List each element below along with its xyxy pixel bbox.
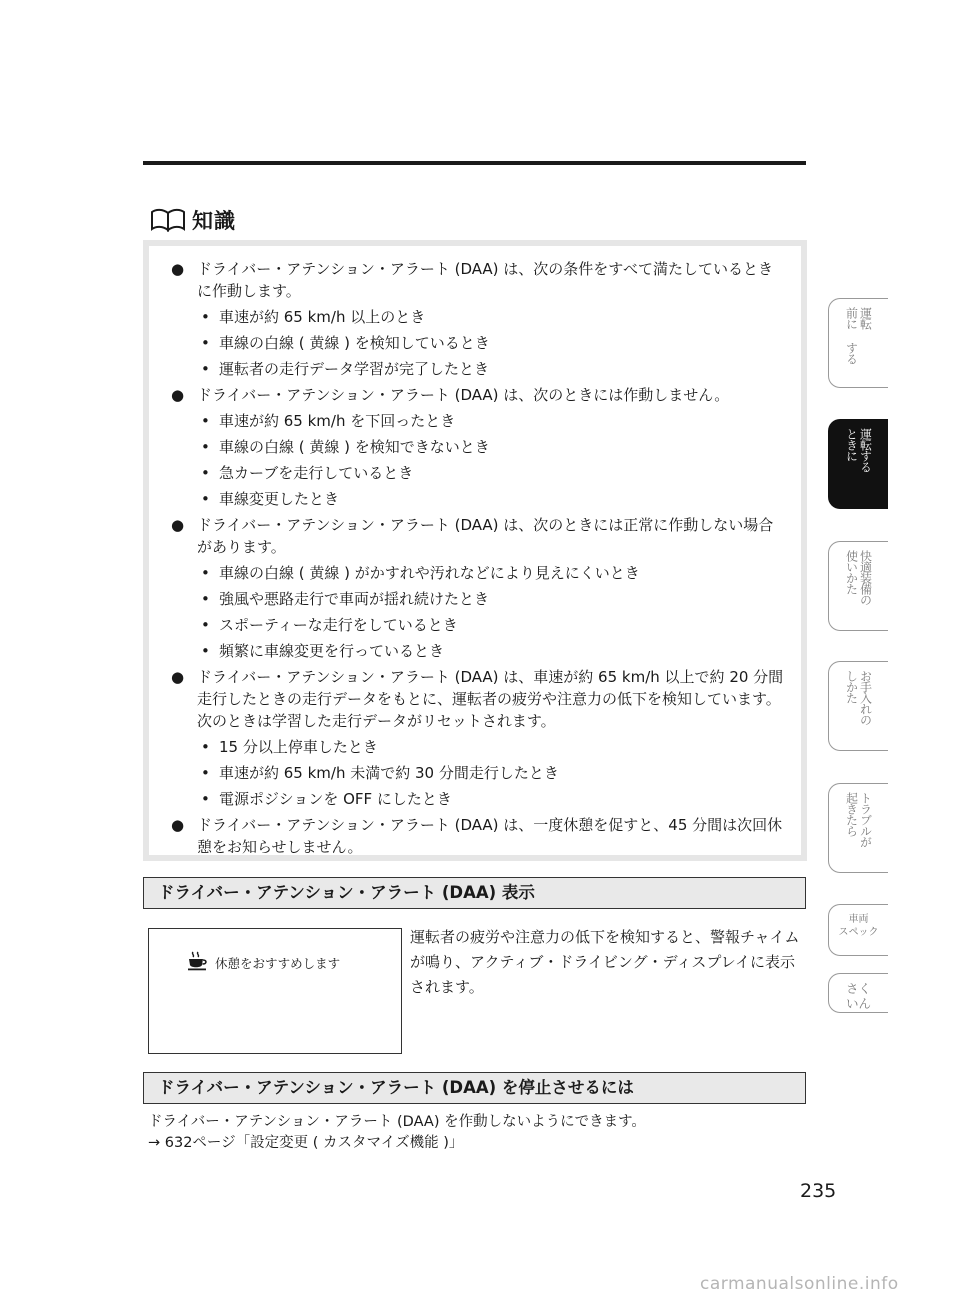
knowledge-subitem-text: 車速が約 65 km/h 未満で約 30 分間走行したとき [219,764,559,782]
side-tab-4[interactable] [828,661,888,751]
knowledge-sublist [197,562,787,662]
display-message [187,951,340,974]
knowledge-subitem [197,462,787,484]
side-tab-label: 車両 スペック [838,914,879,938]
knowledge-subitem [197,588,787,610]
knowledge-sublist [197,306,787,380]
side-tab-label: トラブルが 起きたら [844,792,873,847]
sub-bullet-icon: • [201,790,210,808]
knowledge-subitem-text: 車線の白線 ( 黄線 ) を検知できないとき [219,438,490,456]
bullet-icon: ● [171,668,185,686]
bullet-icon: ● [171,260,185,278]
sub-bullet-icon: • [201,764,210,782]
display-illustration [148,928,402,1054]
side-tab-label: お手入れの しかた [844,670,873,725]
sub-bullet-icon: • [201,360,210,378]
side-tab-7[interactable] [828,973,888,1013]
sub-bullet-icon: • [201,738,210,756]
knowledge-subitem-text: スポーティーな走行をしているとき [219,616,458,634]
bullet-icon: ● [171,386,185,404]
knowledge-item-text: ドライバー・アテンション・アラート (DAA) は、次のときには作動しません。 [197,386,730,404]
section-daa-display-heading: ドライバー・アテンション・アラート (DAA) 表示 [143,877,806,909]
knowledge-subitem-text: 急カーブを走行しているとき [219,464,414,482]
sub-bullet-icon: • [201,642,210,660]
knowledge-subitem [197,788,787,810]
knowledge-item-text: ドライバー・アテンション・アラート (DAA) は、次のときには正常に作動しない場合があります。 [197,516,774,556]
section-daa-display-body: 運転者の疲労や注意力の低下を検知すると、警報チャイムが鳴り、アクティブ・ドライビング・ディスプレイに表示されます。 [410,928,800,996]
side-tab-label: 運転 前に する [844,307,873,364]
side-tab-label: 運転する ときに [844,428,873,472]
knowledge-subitem [197,332,787,354]
stop-body-line1: ドライバー・アテンション・アラート (DAA) を作動しないようにできます。 [148,1114,646,1130]
sub-bullet-icon: • [201,412,210,430]
knowledge-subitem [197,410,787,432]
open-book-icon [150,208,186,232]
knowledge-item [163,814,787,858]
knowledge-item [163,258,787,380]
knowledge-item [163,666,787,810]
knowledge-subitem [197,436,787,458]
knowledge-sublist [197,410,787,510]
knowledge-heading [150,205,236,235]
side-tab-label: 快適装備の 使いかた [844,550,873,605]
stop-body-link[interactable]: → 632ページ「設定変更 ( カスタマイズ機能 )」 [148,1135,464,1151]
knowledge-subitem [197,562,787,584]
knowledge-subitem-text: 強風や悪路走行で車両が揺れ続けたとき [219,590,490,608]
knowledge-box [143,240,807,861]
knowledge-subitem [197,358,787,380]
side-tab-1[interactable] [828,298,888,388]
sub-bullet-icon: • [201,308,210,326]
sub-bullet-icon: • [201,564,210,582]
sub-bullet-icon: • [201,490,210,508]
knowledge-item [163,384,787,510]
knowledge-subitem [197,736,787,758]
knowledge-subitem [197,488,787,510]
bullet-icon: ● [171,816,185,834]
side-tab-label: さく いん [845,981,871,1011]
knowledge-sublist [197,736,787,810]
knowledge-item-text: ドライバー・アテンション・アラート (DAA) は、車速が約 65 km/h 以上で約 20 分間走行したときの走行データをもとに、運転者の疲労や注意力の低下を検知しています。次のときは学習した走行データがリセットされます。 [197,668,784,730]
side-tab-5[interactable] [828,783,888,873]
knowledge-subitem [197,614,787,636]
knowledge-subitem-text: 車速が約 65 km/h を下回ったとき [219,412,456,430]
side-tab-2[interactable] [828,419,888,509]
sub-bullet-icon: • [201,464,210,482]
display-message-text: 休憩をおすすめします [215,955,341,971]
section-daa-stop-body [148,1112,646,1154]
knowledge-subitem-text: 車線変更したとき [219,490,340,508]
section-daa-stop-heading: ドライバー・アテンション・アラート (DAA) を停止させるには [143,1072,806,1104]
knowledge-subitem-text: 頻繁に車線変更を行っているとき [219,642,445,660]
sub-bullet-icon: • [201,590,210,608]
knowledge-subitem-text: 車線の白線 ( 黄線 ) がかすれや汚れなどにより見えにくいとき [219,564,640,582]
top-rule [143,161,806,165]
coffee-cup-icon [187,951,209,974]
knowledge-list [149,246,801,855]
watermark: carmanualsonline.info [700,1274,899,1294]
knowledge-title: 知識 [192,209,236,233]
sub-bullet-icon: • [201,438,210,456]
knowledge-subitem-text: 運転者の走行データ学習が完了したとき [219,360,490,378]
sub-bullet-icon: • [201,616,210,634]
knowledge-subitem [197,306,787,328]
knowledge-subitem-text: 車線の白線 ( 黄線 ) を検知しているとき [219,334,490,352]
knowledge-subitem-text: 電源ポジションを OFF にしたとき [219,790,452,808]
knowledge-item-text: ドライバー・アテンション・アラート (DAA) は、次の条件をすべて満たしているときに作動します。 [197,260,773,300]
side-tab-6[interactable] [828,904,888,956]
knowledge-subitem [197,762,787,784]
bullet-icon: ● [171,516,185,534]
knowledge-subitem-text: 車速が約 65 km/h 以上のとき [219,308,426,326]
page-number: 235 [800,1180,837,1202]
knowledge-subitem-text: 15 分以上停車したとき [219,738,378,756]
knowledge-item-text: ドライバー・アテンション・アラート (DAA) は、一度休憩を促すと、45 分間は次回休憩をお知らせしません。 [197,816,783,856]
sub-bullet-icon: • [201,334,210,352]
knowledge-subitem [197,640,787,662]
side-tab-3[interactable] [828,541,888,631]
knowledge-item [163,514,787,662]
